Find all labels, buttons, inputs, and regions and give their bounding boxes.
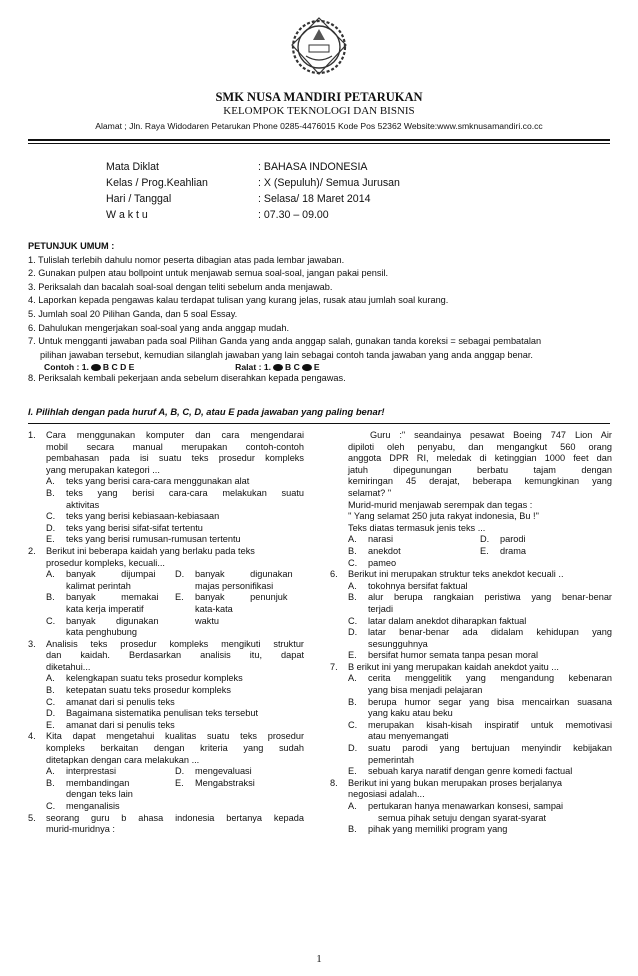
filled-answer-icon: [273, 364, 283, 371]
correction-options: E: [313, 362, 320, 373]
option-e[interactable]: E. amanat dari si penulis teks: [46, 719, 175, 730]
option-c[interactable]: C. teks yang berisi kebiasaan-kebiasaan: [46, 511, 220, 522]
question-text: Analisis teks prosedur kompleks mengikuti struktur: [46, 638, 304, 649]
question-text: Kita dapat mengetahui kualitas suatu teks prosedur: [46, 731, 304, 742]
option-b[interactable]: B. anekdot: [348, 545, 401, 556]
option-e[interactable]: E. drama: [480, 545, 527, 556]
question-number: 6.: [330, 569, 338, 580]
question-text: yang merupakan kategori ...: [46, 464, 160, 475]
option-d[interactable]: D. latar benar-benar ada didalam kehidupan yang sesungguhnya: [348, 627, 612, 649]
option-a[interactable]: A. banyak dijumpai kalimat perintah: [46, 569, 156, 591]
question-3: [28, 639, 304, 674]
question-text: ditetapkan dengan cara melakukan ...: [46, 754, 200, 765]
option-b[interactable]: B. pihak yang memiliki program yang: [348, 824, 508, 835]
question-text: negosiasi adalah...: [348, 789, 425, 800]
option-a[interactable]: A. teks yang berisi cara-cara menggunakan alat: [46, 476, 250, 487]
option-d[interactable]: D. banyak digunakan majas personifikasi: [175, 569, 293, 591]
question-1: [28, 430, 304, 476]
question-6: [330, 569, 612, 581]
question-number: 7.: [330, 661, 338, 672]
question-number: 2.: [28, 545, 36, 556]
option-c[interactable]: C. pameo: [348, 557, 397, 568]
passage-text: '' Yang selamat 250 juta rakyat indonesia, Bu !'': [348, 511, 540, 522]
correction-label: Ralat : 1.: [235, 362, 271, 373]
correction-options: B C: [285, 362, 300, 373]
question-5: [28, 813, 304, 836]
passage-text: dipiloti oleh penyabu, dan mengangkut 560 orang: [348, 441, 612, 452]
question-text: kompleks berkaitan dengan kriteria yang sudah: [46, 743, 304, 754]
option-a[interactable]: A. tokohnya bersifat faktual: [348, 580, 468, 591]
filled-answer-icon: [302, 364, 312, 371]
option-c[interactable]: C. banyak digunakan kata penghubung: [46, 615, 159, 638]
question-number: 5.: [28, 812, 36, 823]
option-e-continued: waktu: [195, 615, 220, 626]
option-a[interactable]: A. interprestasi: [46, 766, 117, 777]
option-row: [28, 766, 304, 778]
question-text: B erikut ini yang merupakan kaidah anekdot yaitu ...: [348, 661, 559, 672]
question-number: 1.: [28, 430, 36, 440]
option-c[interactable]: C. menganalisis: [46, 801, 120, 811]
option-d[interactable]: D. parodi: [480, 534, 526, 545]
question-text: seorang guru b ahasa indonesia bertanya kepada: [46, 812, 304, 823]
question-text: prosedur kompleks, kecuali...: [46, 557, 165, 568]
option-b[interactable]: B. banyak memakai kata kerja imperatif: [46, 592, 159, 614]
instruction-item: 6. Dahulukan mengerjakan soal-soal yang anda anggap mudah.: [28, 322, 290, 333]
option-e[interactable]: E. teks yang berisi rumusan-rumusan tertentu: [46, 534, 241, 545]
question-8: [330, 778, 612, 801]
question-number: 8.: [330, 777, 338, 788]
option-a[interactable]: A. narasi: [348, 534, 394, 545]
passage-text: kemiringan 45 derajat, beberapa kemungkinan yang: [348, 476, 612, 487]
info-label: Hari / Tanggal: [106, 193, 172, 205]
option-row: [28, 616, 304, 639]
question-text: mobil secara manual merupakan contoh-contoh: [46, 441, 304, 452]
section-divider: [28, 423, 610, 424]
questions-right-column: [330, 430, 612, 836]
question-7: [330, 662, 612, 674]
group-name: KELOMPOK TEKNOLOGI DAN BISNIS: [223, 105, 415, 117]
option-e[interactable]: E. bersifat humor semata tanpa pesan moral: [348, 650, 539, 661]
passage-text: Murid-murid menjawab serempak dan tegas :: [348, 499, 533, 510]
instruction-item: 8. Periksalah kembali pekerjaan anda sebelum diserahkan kepada pengawas.: [28, 373, 346, 384]
example-label: Contoh : 1.: [44, 362, 89, 373]
question-text: Berikut ini merupakan struktur teks anekdot kecuali ..: [348, 569, 564, 580]
info-value: : Selasa/ 18 Maret 2014: [258, 193, 371, 205]
option-e[interactable]: E. Mengabstraksi: [175, 777, 255, 788]
question-text: Teks diatas termasuk jenis teks ...: [348, 522, 486, 533]
questions-left-column: [28, 430, 304, 836]
page-number: 1: [316, 953, 322, 965]
option-a[interactable]: A. pertukaran hanya menawarkan konsesi, sampai semua pihak setuju dengan syarat-syarat: [348, 801, 564, 823]
answer-example: [28, 362, 618, 372]
question-5-passage: [330, 430, 612, 534]
question-text: pembahasan pada isi suatu teks prosedur kompleks: [46, 453, 304, 464]
option-row: [28, 778, 304, 801]
option-b[interactable]: B. membandingan dengan teks lain: [46, 777, 133, 800]
passage-text: selamat? ": [348, 487, 392, 498]
header-divider-thin: [28, 143, 610, 144]
option-c[interactable]: C. amanat dari si penulis teks: [46, 696, 175, 707]
question-text: murid-muridnya :: [46, 824, 115, 835]
info-value: : X (Sepuluh)/ Semua Jurusan: [258, 177, 400, 189]
option-d[interactable]: D. suatu parodi yang bertujuan menyindir kebijakan pemerintah: [348, 743, 612, 765]
option-d[interactable]: D. Bagaimana sistematika penulisan teks tersebut: [46, 708, 259, 719]
info-value: : BAHASA INDONESIA: [258, 161, 368, 173]
question-text: Cara menggunakan komputer dan cara mengendarai: [46, 430, 304, 440]
instruction-item: pilihan jawaban tersebut, kemudian silanglah jawaban yang lain sebagai contoh tanda jawaban yang anda anggap benar.: [40, 349, 533, 360]
info-label: W a k t u: [106, 209, 148, 221]
option-a[interactable]: A. kelengkapan suatu teks prosedur kompleks: [46, 673, 243, 684]
passage-text: anggota DPR RI, meledak di ketinggian 1000 feet dan: [348, 453, 612, 464]
question-number: 3.: [28, 638, 36, 649]
section-title: I. Pilihlah dengan pada huruf A, B, C, D, atau E pada jawaban yang paling benar!: [28, 406, 385, 417]
instruction-item: 7. Untuk mengganti jawaban pada soal Pilihan Ganda yang anda anggap salah, gunakan tanda koreksi = sebagai pembatalan: [28, 336, 542, 347]
option-d[interactable]: D. mengevaluasi: [175, 766, 252, 777]
instruction-item: 3. Periksalah dan bacalah soal-soal dengan teliti sebelum anda menjawab.: [28, 281, 333, 292]
school-address: Alamat ; Jln. Raya Widodaren Petarukan Phone 0285-4476015 Kode Pos 52362 Website:www.smknusamandiri.co.cc: [95, 121, 543, 131]
instruction-item: 2. Gunakan pulpen atau bollpoint untuk menjawab semua soal-soal, jangan pakai pensil.: [28, 268, 389, 279]
question-text: dan kaidah. Berdasarkan analisis itu, dapat: [46, 650, 304, 661]
option-b[interactable]: B. teks yang berisi cara-cara melakukan suatu aktivitas: [46, 487, 304, 510]
passage-text: jatuh dipegunungan berbatu tajam dengan: [348, 464, 612, 475]
question-text: diketahui...: [46, 661, 91, 672]
general-instructions: [28, 240, 618, 386]
info-value: : 07.30 – 09.00: [258, 209, 329, 221]
option-b[interactable]: B. alur berupa rangkaian peristiwa yang benar-benar terjadi: [348, 592, 612, 614]
school-logo: [284, 12, 354, 82]
instruction-item: 1. Tulislah terlebih dahulu nomor peserta dibagian atas pada lembar jawaban.: [28, 254, 345, 265]
school-name: SMK NUSA MANDIRI PETARUKAN: [215, 90, 423, 104]
question-text: Berikut ini yang bukan merupakan proses berjalanya: [348, 777, 562, 788]
option-b[interactable]: B. ketepatan suatu teks prosedur kompleks: [46, 685, 231, 696]
example-options: B C D E: [102, 362, 135, 373]
option-row: [28, 592, 304, 615]
option-d[interactable]: D. teks yang berisi sifat-sifat tertentu: [46, 522, 203, 533]
question-4: [28, 731, 304, 766]
passage-text: Guru :" seandainya pesawat Boeing 747 Lion Air: [370, 430, 612, 440]
option-c[interactable]: C. latar dalam anekdot diharapkan faktual: [348, 615, 527, 626]
option-e[interactable]: E. sebuah karya naratif dengan genre komedi factual: [348, 766, 573, 777]
option-e[interactable]: E. banyak penunjuk kata-kata: [175, 592, 288, 614]
instructions-title: PETUNJUK UMUM :: [28, 241, 115, 251]
filled-answer-icon: [91, 364, 101, 371]
instruction-item: 4. Laporkan kepada pengawas kalau terdapat tulisan yang kurang jelas, rusak atau jumlah soal kurang.: [28, 295, 449, 306]
info-label: Kelas / Prog.Keahlian: [106, 177, 208, 189]
instruction-item: 5. Jumlah soal 20 Pilihan Ganda, dan 5 soal Essay.: [28, 308, 238, 319]
option-row: [28, 569, 304, 592]
option-a[interactable]: A. cerita menggelitik yang mengandung kebenaran yang bisa menjadi pelajaran: [348, 673, 612, 696]
question-number: 4.: [28, 731, 36, 742]
option-row: [330, 546, 612, 558]
option-c[interactable]: C. merupakan kisah-kisah inspiratif untuk memotivasi atau menyemangati: [348, 719, 612, 742]
option-b[interactable]: B. berupa humor segar yang bisa mencairkan suasana yang kaku atau beku: [348, 696, 612, 719]
question-2: [28, 546, 304, 569]
header-divider: [28, 139, 610, 141]
info-label: Mata Diklat: [106, 161, 159, 173]
option-row: [330, 534, 612, 546]
question-text: Berikut ini beberapa kaidah yang berlaku pada teks: [46, 545, 255, 556]
